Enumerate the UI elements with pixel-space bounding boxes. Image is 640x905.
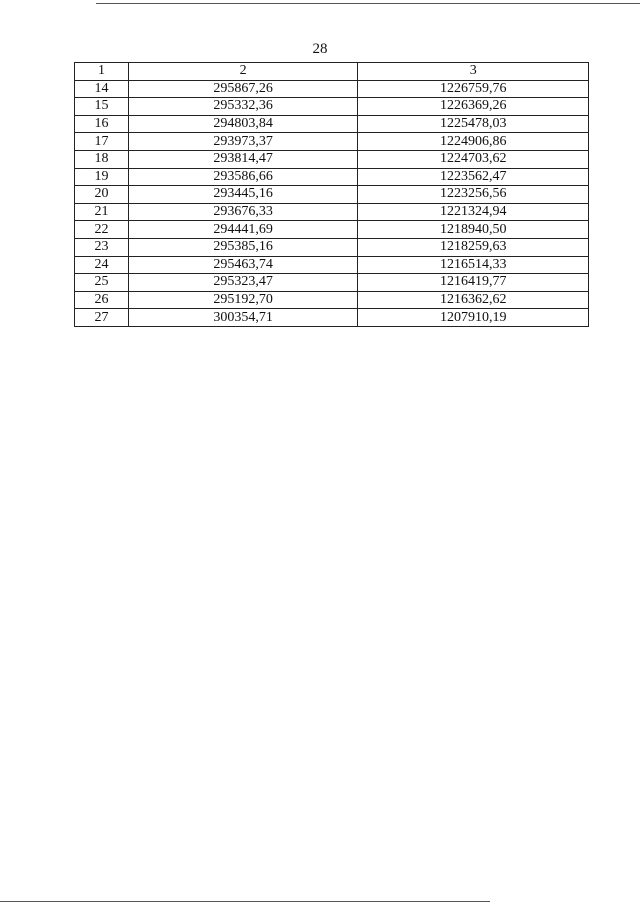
x-coordinate-cell: 295192,70 [128, 291, 358, 309]
y-coordinate-cell: 1207910,19 [358, 309, 589, 327]
y-coordinate-cell: 1216419,77 [358, 274, 589, 292]
x-coordinate-cell: 295463,74 [128, 256, 358, 274]
x-coordinate-cell: 294803,84 [128, 115, 358, 133]
table-row [75, 98, 589, 116]
table-row [75, 203, 589, 221]
point-number-cell: 20 [75, 186, 129, 204]
point-number-cell: 22 [75, 221, 129, 239]
point-number-cell: 27 [75, 309, 129, 327]
point-number-cell: 16 [75, 115, 129, 133]
y-coordinate-cell: 1225478,03 [358, 115, 589, 133]
x-coordinate-cell: 295385,16 [128, 238, 358, 256]
page-number: 28 [312, 41, 328, 57]
y-coordinate-cell: 1226759,76 [358, 80, 589, 98]
x-coordinate-cell: 295332,36 [128, 98, 358, 116]
table-row [75, 256, 589, 274]
point-number-cell: 24 [75, 256, 129, 274]
scan-edge-top [96, 3, 640, 4]
point-number-cell: 17 [75, 133, 129, 151]
point-number-cell: 21 [75, 203, 129, 221]
point-number-cell: 19 [75, 168, 129, 186]
y-coordinate-cell: 1224703,62 [358, 150, 589, 168]
y-coordinate-cell: 1223562,47 [358, 168, 589, 186]
x-coordinate-cell: 293676,33 [128, 203, 358, 221]
y-coordinate-cell: 1223256,56 [358, 186, 589, 204]
x-coordinate-cell: 294441,69 [128, 221, 358, 239]
table-row [75, 238, 589, 256]
y-coordinate-cell: 1216514,33 [358, 256, 589, 274]
y-coordinate-cell: 1216362,62 [358, 291, 589, 309]
table-row [75, 168, 589, 186]
table-row [75, 133, 589, 151]
point-number-cell: 23 [75, 238, 129, 256]
point-number-cell: 14 [75, 80, 129, 98]
table-header-row [75, 63, 589, 81]
y-coordinate-cell: 1224906,86 [358, 133, 589, 151]
table-row [75, 115, 589, 133]
table-row [75, 150, 589, 168]
y-coordinate-cell: 1221324,94 [358, 203, 589, 221]
table-row [75, 221, 589, 239]
table-row [75, 274, 589, 292]
x-coordinate-cell: 293814,47 [128, 150, 358, 168]
column-header: 3 [358, 63, 589, 81]
scan-edge-bottom [0, 901, 490, 902]
x-coordinate-cell: 295867,26 [128, 80, 358, 98]
x-coordinate-cell: 293445,16 [128, 186, 358, 204]
x-coordinate-cell: 295323,47 [128, 274, 358, 292]
y-coordinate-cell: 1218940,50 [358, 221, 589, 239]
coordinates-table [74, 62, 589, 327]
table-row [75, 186, 589, 204]
column-header: 2 [128, 63, 358, 81]
point-number-cell: 18 [75, 150, 129, 168]
column-header: 1 [75, 63, 129, 81]
y-coordinate-cell: 1226369,26 [358, 98, 589, 116]
x-coordinate-cell: 293973,37 [128, 133, 358, 151]
point-number-cell: 26 [75, 291, 129, 309]
x-coordinate-cell: 300354,71 [128, 309, 358, 327]
point-number-cell: 25 [75, 274, 129, 292]
point-number-cell: 15 [75, 98, 129, 116]
y-coordinate-cell: 1218259,63 [358, 238, 589, 256]
x-coordinate-cell: 293586,66 [128, 168, 358, 186]
table-row [75, 80, 589, 98]
table-row [75, 291, 589, 309]
table-row [75, 309, 589, 327]
